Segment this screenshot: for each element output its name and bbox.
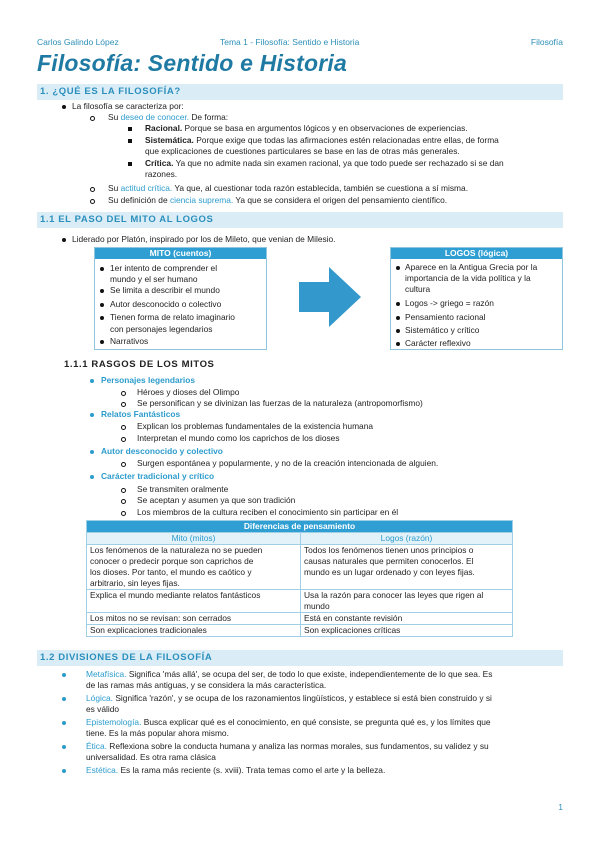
trait-item: Héroes y dioses del Olimpo — [137, 387, 240, 397]
bullet — [100, 340, 104, 344]
bullet — [396, 316, 400, 320]
logos-item: Aparece en la Antigua Grecia por la — [405, 262, 538, 272]
col-header-mito: Mito (mitos) — [87, 533, 301, 545]
trait-item: Interpretan el mundo como los caprichos de los dioses — [137, 433, 340, 443]
right-arrow-icon — [299, 267, 361, 327]
racional-item: Racional. Porque se basa en argumentos lógicos y en observaciones de experiencias. — [145, 123, 468, 133]
bullet — [90, 379, 94, 383]
trait-item: Los miembros de la cultura reciben el conocimiento sin participar en él — [137, 507, 399, 517]
bullet — [90, 450, 94, 454]
table-row — [87, 545, 513, 590]
mito-item: 1er intento de comprender el — [110, 263, 218, 273]
division-epistemologia: Epistemología. Busca explicar qué es el conocimiento, en qué consiste, se pregunta qué es, y los límites que — [86, 717, 491, 727]
bullet — [62, 673, 66, 677]
bullet — [62, 769, 66, 773]
trait-item: Se transmiten oralmente — [137, 484, 229, 494]
logos-item: Carácter reflexivo — [405, 338, 471, 348]
bullet — [396, 342, 400, 346]
sistematica-item: Sistemática. Porque exige que todas las afirmaciones estén relacionadas entre ellas, de forma — [145, 135, 499, 145]
cell-mito: Explica el mundo mediante relatos fantásticos — [87, 590, 301, 613]
division-metafisica: Metafísica. Significa 'más allá', se ocupa del ser, de todo lo que existe, independientemente de lo que sea. Es — [86, 669, 493, 679]
division-etica-cont: universalidad. Es otra rama clásica — [86, 752, 216, 762]
header-topic: Tema 1 - Filosofía: Sentido e Historia — [220, 37, 360, 47]
division-logica: Lógica. Significa 'razón', y se ocupa de los razonamientos lingüísticos, y establece si está bien construido y si — [86, 693, 492, 703]
bullet — [100, 316, 104, 320]
section-heading-1-1: 1.1 EL PASO DEL MITO AL LOGOS — [37, 212, 563, 228]
trait-title: Carácter tradicional y crítico — [101, 471, 215, 481]
sistematica-item-cont: que explicaciones de cuestiones particulares se base en las de otras más generales. — [145, 146, 460, 156]
trait-title: Autor desconocido y colectivo — [101, 446, 223, 456]
bullet — [100, 267, 104, 271]
logos-item: Pensamiento racional — [405, 312, 486, 322]
bullet — [100, 289, 104, 293]
bullet — [121, 499, 126, 504]
division-estetica: Estética. Es la rama más reciente (s. xviii). Trata temas como el arte y la belleza. — [86, 765, 386, 775]
bullet — [128, 162, 132, 166]
division-epistemologia-cont: tiene. Es la más popular ahora mismo. — [86, 728, 229, 738]
trait-item: Se personifican y se divinizan las fuerzas de la naturaleza (antropomorfismo) — [137, 398, 423, 408]
logos-item-cont: importancia de la vida política y la — [405, 273, 531, 283]
bullet — [62, 105, 66, 109]
table-title: Diferencias de pensamiento — [87, 521, 513, 533]
section-heading-1-2: 1.2 DIVISIONES DE LA FILOSOFÍA — [37, 650, 563, 666]
header-subject: Filosofía — [530, 37, 563, 47]
differences-table — [86, 520, 513, 637]
cell-mito: Los fenómenos de la naturaleza no se pueden conocer o predecir porque son caprichos de los dioses. Por tanto, el mundo es caótico y arbitrario, sin leyes fijas. — [87, 545, 301, 590]
bullet — [128, 139, 132, 143]
table-row — [87, 590, 513, 613]
bullet — [100, 303, 104, 307]
bullet — [90, 413, 94, 417]
bullet — [90, 116, 95, 121]
table-row — [87, 613, 513, 625]
trait-item: Surgen espontánea y popularmente, y no de la creación intencionada de alguien. — [137, 458, 439, 468]
attitude-item: Su actitud crítica. Ya que, al cuestionar toda razón establecida, también se cuestiona a sí misma. — [108, 183, 469, 193]
bullet — [121, 511, 126, 516]
bullet — [121, 488, 126, 493]
mito-item: Autor desconocido o colectivo — [110, 299, 222, 309]
cell-logos: Usa la razón para conocer las leyes que rigen al mundo — [301, 590, 513, 613]
trait-item: Se aceptan y asumen ya que son tradición — [137, 495, 296, 505]
division-metafisica-cont: de las ramas más antiguas, y se considera la más característica. — [86, 680, 327, 690]
cell-logos: Todos los fenómenos tienen unos principios o causas naturales que permiten conocerlos. El mundo es un lugar ordenado y con leyes fijas. — [301, 545, 513, 590]
logos-item: Sistemático y crítico — [405, 325, 480, 335]
bullet — [121, 402, 126, 407]
trait-item: Explican los problemas fundamentales de la existencia humana — [137, 421, 374, 431]
page-number: 1 — [558, 802, 563, 812]
desire-item: Su deseo de conocer. De forma: — [108, 112, 229, 122]
logos-item: Logos -> griego = razón — [405, 298, 494, 308]
bullet — [90, 187, 95, 192]
cell-mito: Los mitos no se revisan: son cerrados — [87, 613, 301, 625]
division-etica: Ética. Reflexiona sobre la conducta humana y analiza las normas morales, sus fundamentos, su validez y su — [86, 741, 489, 751]
page-title: Filosofía: Sentido e Historia — [37, 50, 347, 76]
science-item: Su definición de ciencia suprema. Ya que se considera el origen del pensamiento científico. — [108, 195, 448, 205]
bullet — [396, 266, 400, 270]
critica-item-cont: razones. — [145, 169, 178, 179]
bullet — [121, 437, 126, 442]
cell-logos: Está en constante revisión — [301, 613, 513, 625]
mito-item: Tienen forma de relato imaginario — [110, 312, 235, 322]
division-logica-cont: es válido — [86, 704, 120, 714]
logos-item-cont: cultura — [405, 284, 431, 294]
bullet — [62, 721, 66, 725]
running-header — [37, 37, 563, 49]
section-heading-1-1-1: 1.1.1 RASGOS DE LOS MITOS — [64, 359, 215, 370]
leader-text: Liderado por Platón, inspirado por los de Mileto, que venian de Milesio. — [72, 234, 336, 244]
bullet — [396, 329, 400, 333]
table-row — [87, 625, 513, 637]
bullet — [128, 127, 132, 131]
bullet — [121, 391, 126, 396]
trait-title: Personajes legendarios — [101, 375, 196, 385]
bullet — [62, 238, 66, 242]
bullet — [90, 199, 95, 204]
bullet — [62, 697, 66, 701]
bullet — [90, 475, 94, 479]
mito-item: Se limita a describir el mundo — [110, 285, 220, 295]
logos-box-heading: LOGOS (lógica) — [391, 248, 562, 259]
bullet — [121, 462, 126, 467]
col-header-logos: Logos (razón) — [301, 533, 513, 545]
cell-mito: Son explicaciones tradicionales — [87, 625, 301, 637]
header-author: Carlos Galindo López — [37, 37, 119, 47]
intro-text: La filosofía se caracteriza por: — [72, 101, 184, 111]
trait-title: Relatos Fantásticos — [101, 409, 181, 419]
mito-item: Narrativos — [110, 336, 149, 346]
section-heading-1: 1. ¿QUÉ ES LA FILOSOFÍA? — [37, 84, 563, 100]
mito-box-heading: MITO (cuentos) — [95, 248, 266, 259]
mito-item-cont: con personajes legendarios — [110, 324, 213, 334]
critica-item: Crítica. Ya que no admite nada sin examen racional, ya que todo puede ser rechazado si se dan — [145, 158, 504, 168]
mito-item-cont: mundo y el ser humano — [110, 274, 198, 284]
cell-logos: Son explicaciones críticas — [301, 625, 513, 637]
bullet — [396, 302, 400, 306]
bullet — [121, 425, 126, 430]
bullet — [62, 745, 66, 749]
